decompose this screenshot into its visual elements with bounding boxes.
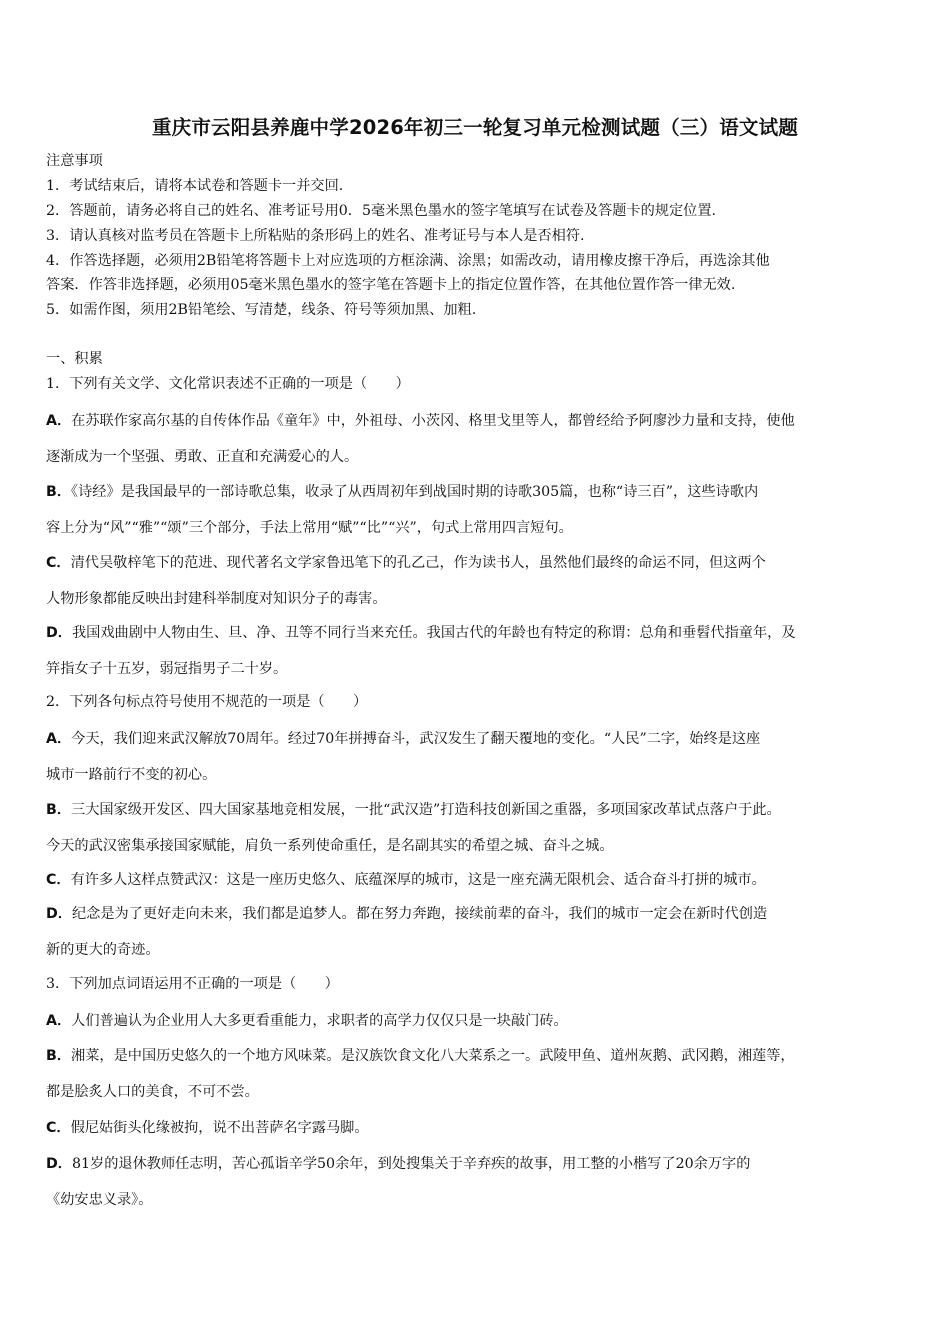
option-text: 湘菜，是中国历史悠久的一个地方风味菜。是汉族饮食文化八大菜系之一。武陵甲鱼、道州灰鹅、武冈鹅，湘莲等， (71, 1048, 795, 1064)
question-1-stem: 1．下列有关文学、文化常识表述不正确的一项是（ ） (46, 376, 410, 392)
option-text: 有许多人这样点赞武汉：这是一座历史悠久、底蕴深厚的城市，这是一座充满无限机会、适合奋斗打拼的城市。 (70, 872, 766, 888)
q2-option-b-cont: 今天的武汉密集承接国家赋能，肩负一系列使命重任，是名副其实的希望之城、奋斗之城。 (46, 838, 614, 854)
option-text: 《诗经》是我国最早的一部诗歌总集，收录了从西周初年到战国时期的诗歌305篇，也称“诗三百”，这些诗歌内 (71, 484, 759, 500)
option-text: 三大国家级开发区、四大国家基地竞相发展，一批“武汉造”打造科技创新国之重器，多项国家改革试点落户于此。 (71, 802, 781, 818)
option-key: D． (46, 1156, 72, 1172)
q1-option-b-cont: 容上分为“风”“雅”“颂”三个部分，手法上常用“赋”“比”“兴”，句式上常用四言短句。 (46, 520, 573, 536)
q3-option-d-cont: 《幼安忠义录》。 (46, 1192, 153, 1208)
q1-option-d-cont: 笄指女子十五岁，弱冠指男子二十岁。 (46, 661, 288, 677)
option-text: 纪念是为了更好走向未来，我们都是追梦人。都在努力奔跑，接续前辈的奋斗，我们的城市一定会在新时代创造 (71, 906, 768, 922)
q3-option-b-cont: 都是脍炙人口的美食，不可不尝。 (46, 1084, 259, 1100)
q2-option-c (46, 870, 766, 890)
q3-option-a (46, 1011, 568, 1031)
option-key: B． (46, 1048, 72, 1064)
option-text: 我国戏曲剧中人物由生、旦、净、丑等不同行当来充任。我国古代的年龄也有特定的称谓：总角和垂髫代指童年，及 (71, 625, 796, 641)
notice-line: 5．如需作图，须用2B铅笔绘、写清楚，线条、符号等须加黑、加粗. (46, 302, 477, 318)
notice-line: 4．作答选择题，必须用2B铅笔将答题卡上对应选项的方框涂满、涂黑；如需改动，请用橡皮擦干净后，再选涂其他 (46, 253, 770, 269)
q3-option-d (46, 1154, 750, 1174)
option-key: B． (46, 484, 72, 500)
option-key: D． (46, 625, 72, 641)
option-key: A． (46, 731, 72, 747)
notice-line: 1．考试结束后，请将本试卷和答题卡一并交回. (46, 178, 344, 194)
option-key: A． (46, 1013, 72, 1029)
option-text: 今天，我们迎来武汉解放70周年。经过70年拼搏奋斗，武汉发生了翻天覆地的变化。“人民”二字，始终是这座 (71, 731, 761, 747)
option-text: 清代吴敬梓笔下的范进、现代著名文学家鲁迅笔下的孔乙己，作为读书人，虽然他们最终的命运不同，但这两个 (70, 555, 766, 571)
notice-line: 答案．作答非选择题，必须用05毫米黑色墨水的签字笔在答题卡上的指定位置作答，在其他位置作答一律无效. (46, 277, 736, 293)
option-key: C． (46, 1120, 71, 1136)
q1-option-a (46, 411, 795, 431)
question-2-stem: 2．下列各句标点符号使用不规范的一项是（ ） (46, 694, 368, 710)
notice-heading: 注意事项 (46, 153, 103, 169)
option-key: C． (46, 872, 71, 888)
exam-title: 重庆市云阳县养鹿中学2026年初三一轮复习单元检测试题（三）语文试题 (151, 116, 799, 139)
q2-option-a-cont: 城市一路前行不变的初心。 (46, 767, 217, 783)
q1-option-d (46, 623, 796, 643)
q2-option-d (46, 904, 767, 924)
q2-option-b (46, 800, 781, 820)
option-key: C． (46, 555, 71, 571)
notice-line: 2．答题前，请务必将自己的姓名、准考证号用0．5毫米黑色墨水的签字笔填写在试卷及答题卡的规定位置. (46, 203, 717, 219)
option-text: 81岁的退休教师任志明，苦心孤诣辛学50余年，到处搜集关于辛弃疾的故事，用工整的小楷写了20余万字的 (71, 1156, 751, 1172)
option-text: 在苏联作家高尔基的自传体作品《童年》中，外祖母、小茨冈、格里戈里等人，都曾经给予阿廖沙力量和支持，使他 (71, 413, 795, 429)
option-key: D． (46, 906, 72, 922)
option-text: 人们普遍认为企业用人大多更看重能力，求职者的高学力仅仅只是一块敲门砖。 (71, 1013, 568, 1029)
q1-option-b (46, 482, 758, 502)
question-3-stem: 3．下列加点词语运用不正确的一项是（ ） (46, 976, 339, 992)
q2-option-d-cont: 新的更大的奇迹。 (46, 942, 160, 958)
option-key: A． (46, 413, 72, 429)
notice-line: 3．请认真核对监考员在答题卡上所粘贴的条形码上的姓名、准考证号与本人是否相符. (46, 228, 585, 244)
section-heading: 一、积累 (46, 351, 103, 367)
q2-option-a (46, 729, 760, 749)
option-key: B． (46, 802, 72, 818)
q1-option-c (46, 553, 766, 573)
q1-option-a-cont: 逐渐成为一个坚强、勇敢、正直和充满爱心的人。 (46, 449, 359, 465)
q3-option-b (46, 1046, 795, 1066)
option-text: 假尼姑街头化缘被拘，说不出菩萨名字露马脚。 (70, 1120, 369, 1136)
q3-option-c (46, 1118, 369, 1138)
q1-option-c-cont: 人物形象都能反映出封建科举制度对知识分子的毒害。 (46, 591, 387, 607)
